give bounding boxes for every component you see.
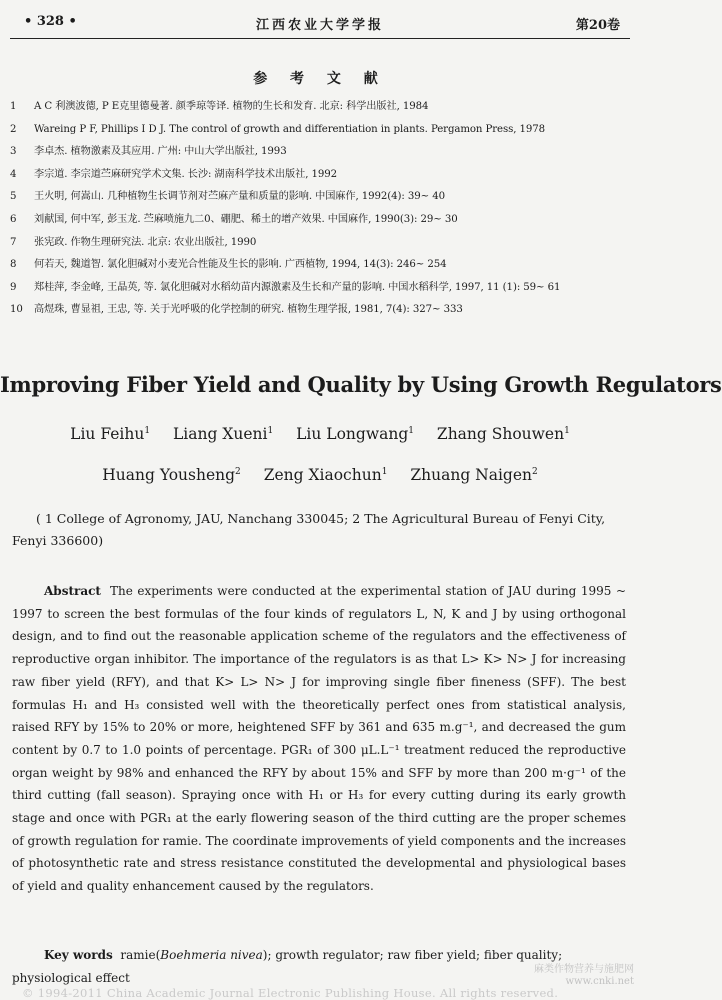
article-title: Improving Fiber Yield and Quality by Using Growth Regulators <box>0 372 722 397</box>
reference-text: 张宪政. 作物生理研究法. 北京: 农业出版社, 1990 <box>34 236 257 248</box>
reference-text: 高煜珠, 曹显祖, 王忠, 等. 关于光呼吸的化学控制的研究. 植物生理学报, 1981, 7(4): 327~ 333 <box>34 304 463 316</box>
keywords-text-start: ramie( <box>120 948 161 962</box>
reference-number: 7 <box>10 236 17 248</box>
reference-text: A C 利澳波德, P E克里德曼著. 颜季琼等译. 植物的生长和发育. 北京: 科学出版社, 1984 <box>34 101 429 112</box>
page-number: • 328 • <box>24 14 77 29</box>
reference-number: 5 <box>10 191 17 203</box>
author <box>102 466 241 484</box>
reference-item <box>10 233 632 253</box>
author-affiliation-mark: 2 <box>532 466 538 477</box>
reference-number: 3 <box>10 146 17 158</box>
abstract-text: The experiments were conducted at the experimental station of JAU during 1995 ~ 1997 to screen the best formulas of the four kinds of regulators L, N, K and J by using orthogonal design, and to find out the reasonable application scheme of the regulators and the effectiveness of reproductive organ inhibitor. The importance of the regulators is as that L> K> N> J for increasing raw fiber yield (RFY), and that K> L> N> J for improving single fiber fineness (SFF). The best formulas H₁ and H₃ consisted well with the theoretically perfect ones from statistical analysis, raised RFY by 15% to 20% or more, heightened SFF by 361 and 635 m.g⁻¹, and decreased the gum content by 0.7 to 1.0 points of percentage. PGR₁ of 300 μL.L⁻¹ treatment reduced the reproductive organ weight by 98% and enhanced the RFY by about 15% and SFF by more than 200 m·g⁻¹ of the third cutting (fall season). Spraying once with H₁ or H₃ for every cutting during its early growth stage and once with PGR₁ at the early flowering season of the third cutting are the proper schemes of growth regulation for ramie. The coordinate improvements of yield components and the increases of photosynthetic rate and stress resistance constituted the developmental and physiological bases of yield and quality enhancement caused by the regulators. <box>12 584 626 894</box>
journal-title: 江西农业大学学报 <box>255 18 384 33</box>
author-name: Liu Longwang <box>296 425 409 443</box>
keywords-label: Key words <box>44 948 113 962</box>
author <box>410 466 537 484</box>
author-affiliation-mark: 1 <box>381 466 388 477</box>
reference-number: 4 <box>10 168 17 180</box>
abstract-label: Abstract <box>44 584 101 598</box>
reference-item <box>10 255 632 275</box>
author-line-1 <box>0 425 640 443</box>
reference-item <box>10 300 632 320</box>
author <box>173 425 273 443</box>
references-heading: 参 考 文 献 <box>253 71 387 87</box>
reference-text: 何若天, 魏道智. 氯化胆碱对小麦光合性能及生长的影响. 广西植物, 1994, 14(3): 246~ 254 <box>34 259 447 271</box>
reference-text: 李宗道. 李宗道苎麻研究学术文集. 长沙: 湖南科学技术出版社, 1992 <box>34 168 338 180</box>
author-name: Huang Yousheng <box>102 466 236 484</box>
reference-number: 10 <box>10 304 23 316</box>
author-name: Zhang Shouwen <box>436 425 565 443</box>
copyright-watermark: © 1994-2011 China Academic Journal Electronic Publishing House. All rights reserved. <box>22 986 559 1000</box>
author <box>437 425 570 443</box>
author-affiliation-mark: 1 <box>408 425 414 436</box>
reference-text: 李卓杰. 植物激素及其应用. 广州: 中山大学出版社, 1993 <box>34 146 287 158</box>
author-line-2 <box>0 466 640 484</box>
reference-list <box>10 97 632 323</box>
author-name: Zeng Xiaochun <box>263 466 382 484</box>
volume-label: 第20卷 <box>575 18 620 33</box>
reference-number: 9 <box>10 281 17 293</box>
author-name: Liang Xueni <box>173 425 268 443</box>
reference-text: 刘献国, 何中军, 彭玉龙. 苎麻喷施九二0、硼肥、稀土的增产效果. 中国麻作, 1990(3): 29~ 30 <box>34 213 458 225</box>
reference-item <box>10 278 632 298</box>
site-watermark-line-1: 麻类作物营养与施肥网 <box>534 964 634 975</box>
reference-number: 2 <box>10 123 17 135</box>
reference-item <box>10 165 632 185</box>
site-watermark <box>534 964 634 988</box>
header-rule <box>10 38 630 39</box>
reference-text: 王火明, 何嵩山. 几种植物生长调节剂对苎麻产量和质量的影响. 中国麻作, 1992(4): 39~ 40 <box>34 191 445 203</box>
author <box>264 466 388 484</box>
author-affiliation-mark: 1 <box>564 425 570 436</box>
affiliations: ( 1 College of Agronomy, JAU, Nanchang 330045; 2 The Agricultural Bureau of Fenyi City, Fenyi 336600) <box>12 511 606 548</box>
abstract <box>12 580 626 898</box>
reference-number: 6 <box>10 213 17 225</box>
keywords-latin-name: Boehmeria nivea <box>160 948 263 962</box>
author-affiliation-mark: 1 <box>144 425 151 436</box>
author-name: Liu Feihu <box>70 425 145 443</box>
author <box>296 425 414 443</box>
author-affiliation-mark: 2 <box>235 466 241 477</box>
author <box>70 425 150 443</box>
site-watermark-line-2: www.cnki.net <box>565 976 634 987</box>
reference-item <box>10 120 632 140</box>
reference-text: 郑桂萍, 李金峰, 王晶英, 等. 氯化胆碱对水稻幼苗内源激素及生长和产量的影响. 中国水稻科学, 1997, 11 (1): 59~ 61 <box>34 281 561 293</box>
reference-number: 1 <box>10 101 17 112</box>
author-affiliation-mark: 1 <box>267 425 274 436</box>
reference-item <box>10 142 632 162</box>
running-header <box>10 10 630 36</box>
reference-item <box>10 187 632 207</box>
keywords-text-end: ); growth regulator; raw fiber yield; fiber quality; physiological effect <box>12 948 563 985</box>
reference-text: Wareing P F, Phillips I D J. The control of growth and differentiation in plants. Pergamon Press, 1978 <box>34 123 546 135</box>
reference-item <box>10 210 632 230</box>
author-name: Zhuang Naigen <box>410 466 533 484</box>
reference-number: 8 <box>10 259 17 271</box>
reference-item <box>10 97 632 117</box>
